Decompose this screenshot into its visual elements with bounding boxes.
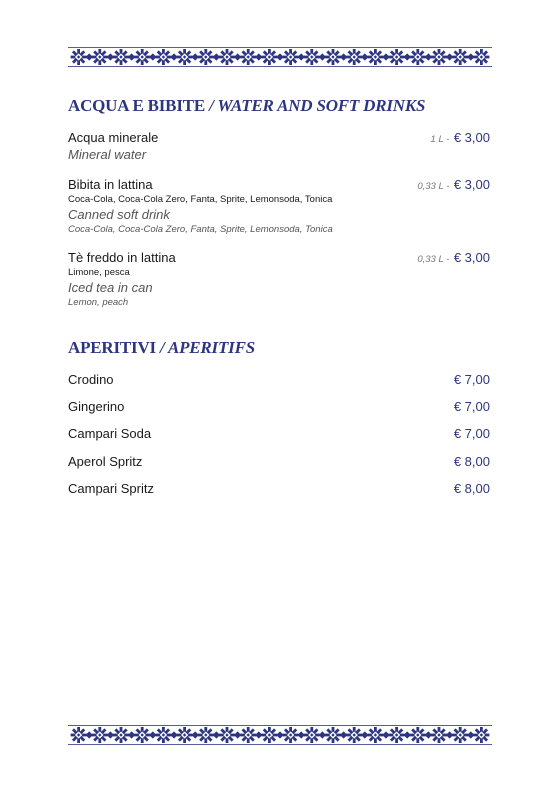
section-title-separator: /	[155, 338, 168, 357]
menu-item	[68, 426, 490, 442]
item-en-name: Canned soft drink	[68, 207, 170, 222]
menu-item	[68, 250, 490, 309]
item-name: Crodino	[68, 372, 114, 387]
section-title-separator: /	[205, 96, 218, 115]
item-price	[417, 250, 490, 268]
section-title-en: WATER AND SOFT DRINKS	[217, 96, 426, 115]
item-quantity: 0,33 L -	[417, 254, 450, 265]
item-amount: € 3,00	[453, 250, 490, 265]
item-description: Coca-Cola, Coca-Cola Zero, Fanta, Sprite, Lemonsoda, Tonica	[68, 194, 333, 205]
snowflake-pattern-icon	[68, 725, 492, 745]
section-title-en: APERITIFS	[167, 338, 255, 357]
item-price	[454, 372, 490, 388]
item-name: Tè freddo in lattina	[68, 250, 176, 265]
item-name: Gingerino	[68, 399, 125, 414]
menu-item	[68, 372, 490, 388]
section-title-it: ACQUA E BIBITE	[68, 96, 206, 115]
item-amount: € 8,00	[453, 481, 490, 496]
section-title-aperitifs	[68, 338, 255, 358]
item-quantity: 0,33 L -	[417, 181, 450, 192]
item-en-description: Lemon, peach	[68, 297, 129, 308]
item-quantity: 1 L -	[430, 134, 450, 145]
item-amount: € 3,00	[453, 130, 490, 145]
snowflake-pattern-icon	[68, 47, 492, 67]
item-price	[454, 399, 490, 415]
section-title-it: APERITIVI	[68, 338, 156, 357]
menu-item	[68, 399, 490, 415]
item-en-description: Coca-Cola, Coca-Cola Zero, Fanta, Sprite, Lemonsoda, Tonica	[68, 224, 333, 235]
item-price	[454, 454, 490, 470]
item-price	[454, 481, 490, 497]
item-amount: € 7,00	[453, 399, 490, 414]
item-amount: € 7,00	[453, 426, 490, 441]
item-amount: € 7,00	[453, 372, 490, 387]
item-en-name: Iced tea in can	[68, 280, 153, 295]
item-name: Campari Spritz	[68, 481, 154, 496]
item-price	[454, 426, 490, 442]
item-amount: € 3,00	[453, 177, 490, 192]
menu-item	[68, 454, 490, 470]
menu-item	[68, 481, 490, 497]
item-description: Limone, pesca	[68, 267, 130, 278]
item-name: Aperol Spritz	[68, 454, 143, 469]
decorative-border-top	[68, 47, 492, 67]
menu-item	[68, 130, 490, 163]
decorative-border-bottom	[68, 725, 492, 745]
item-name: Campari Soda	[68, 426, 152, 441]
section-title-water-soft-drinks	[68, 96, 425, 116]
item-price	[417, 177, 490, 195]
menu-item	[68, 177, 490, 236]
item-amount: € 8,00	[453, 454, 490, 469]
item-en-name: Mineral water	[68, 147, 147, 162]
item-name: Bibita in lattina	[68, 177, 153, 192]
item-price	[431, 130, 490, 148]
item-name: Acqua minerale	[68, 130, 159, 145]
